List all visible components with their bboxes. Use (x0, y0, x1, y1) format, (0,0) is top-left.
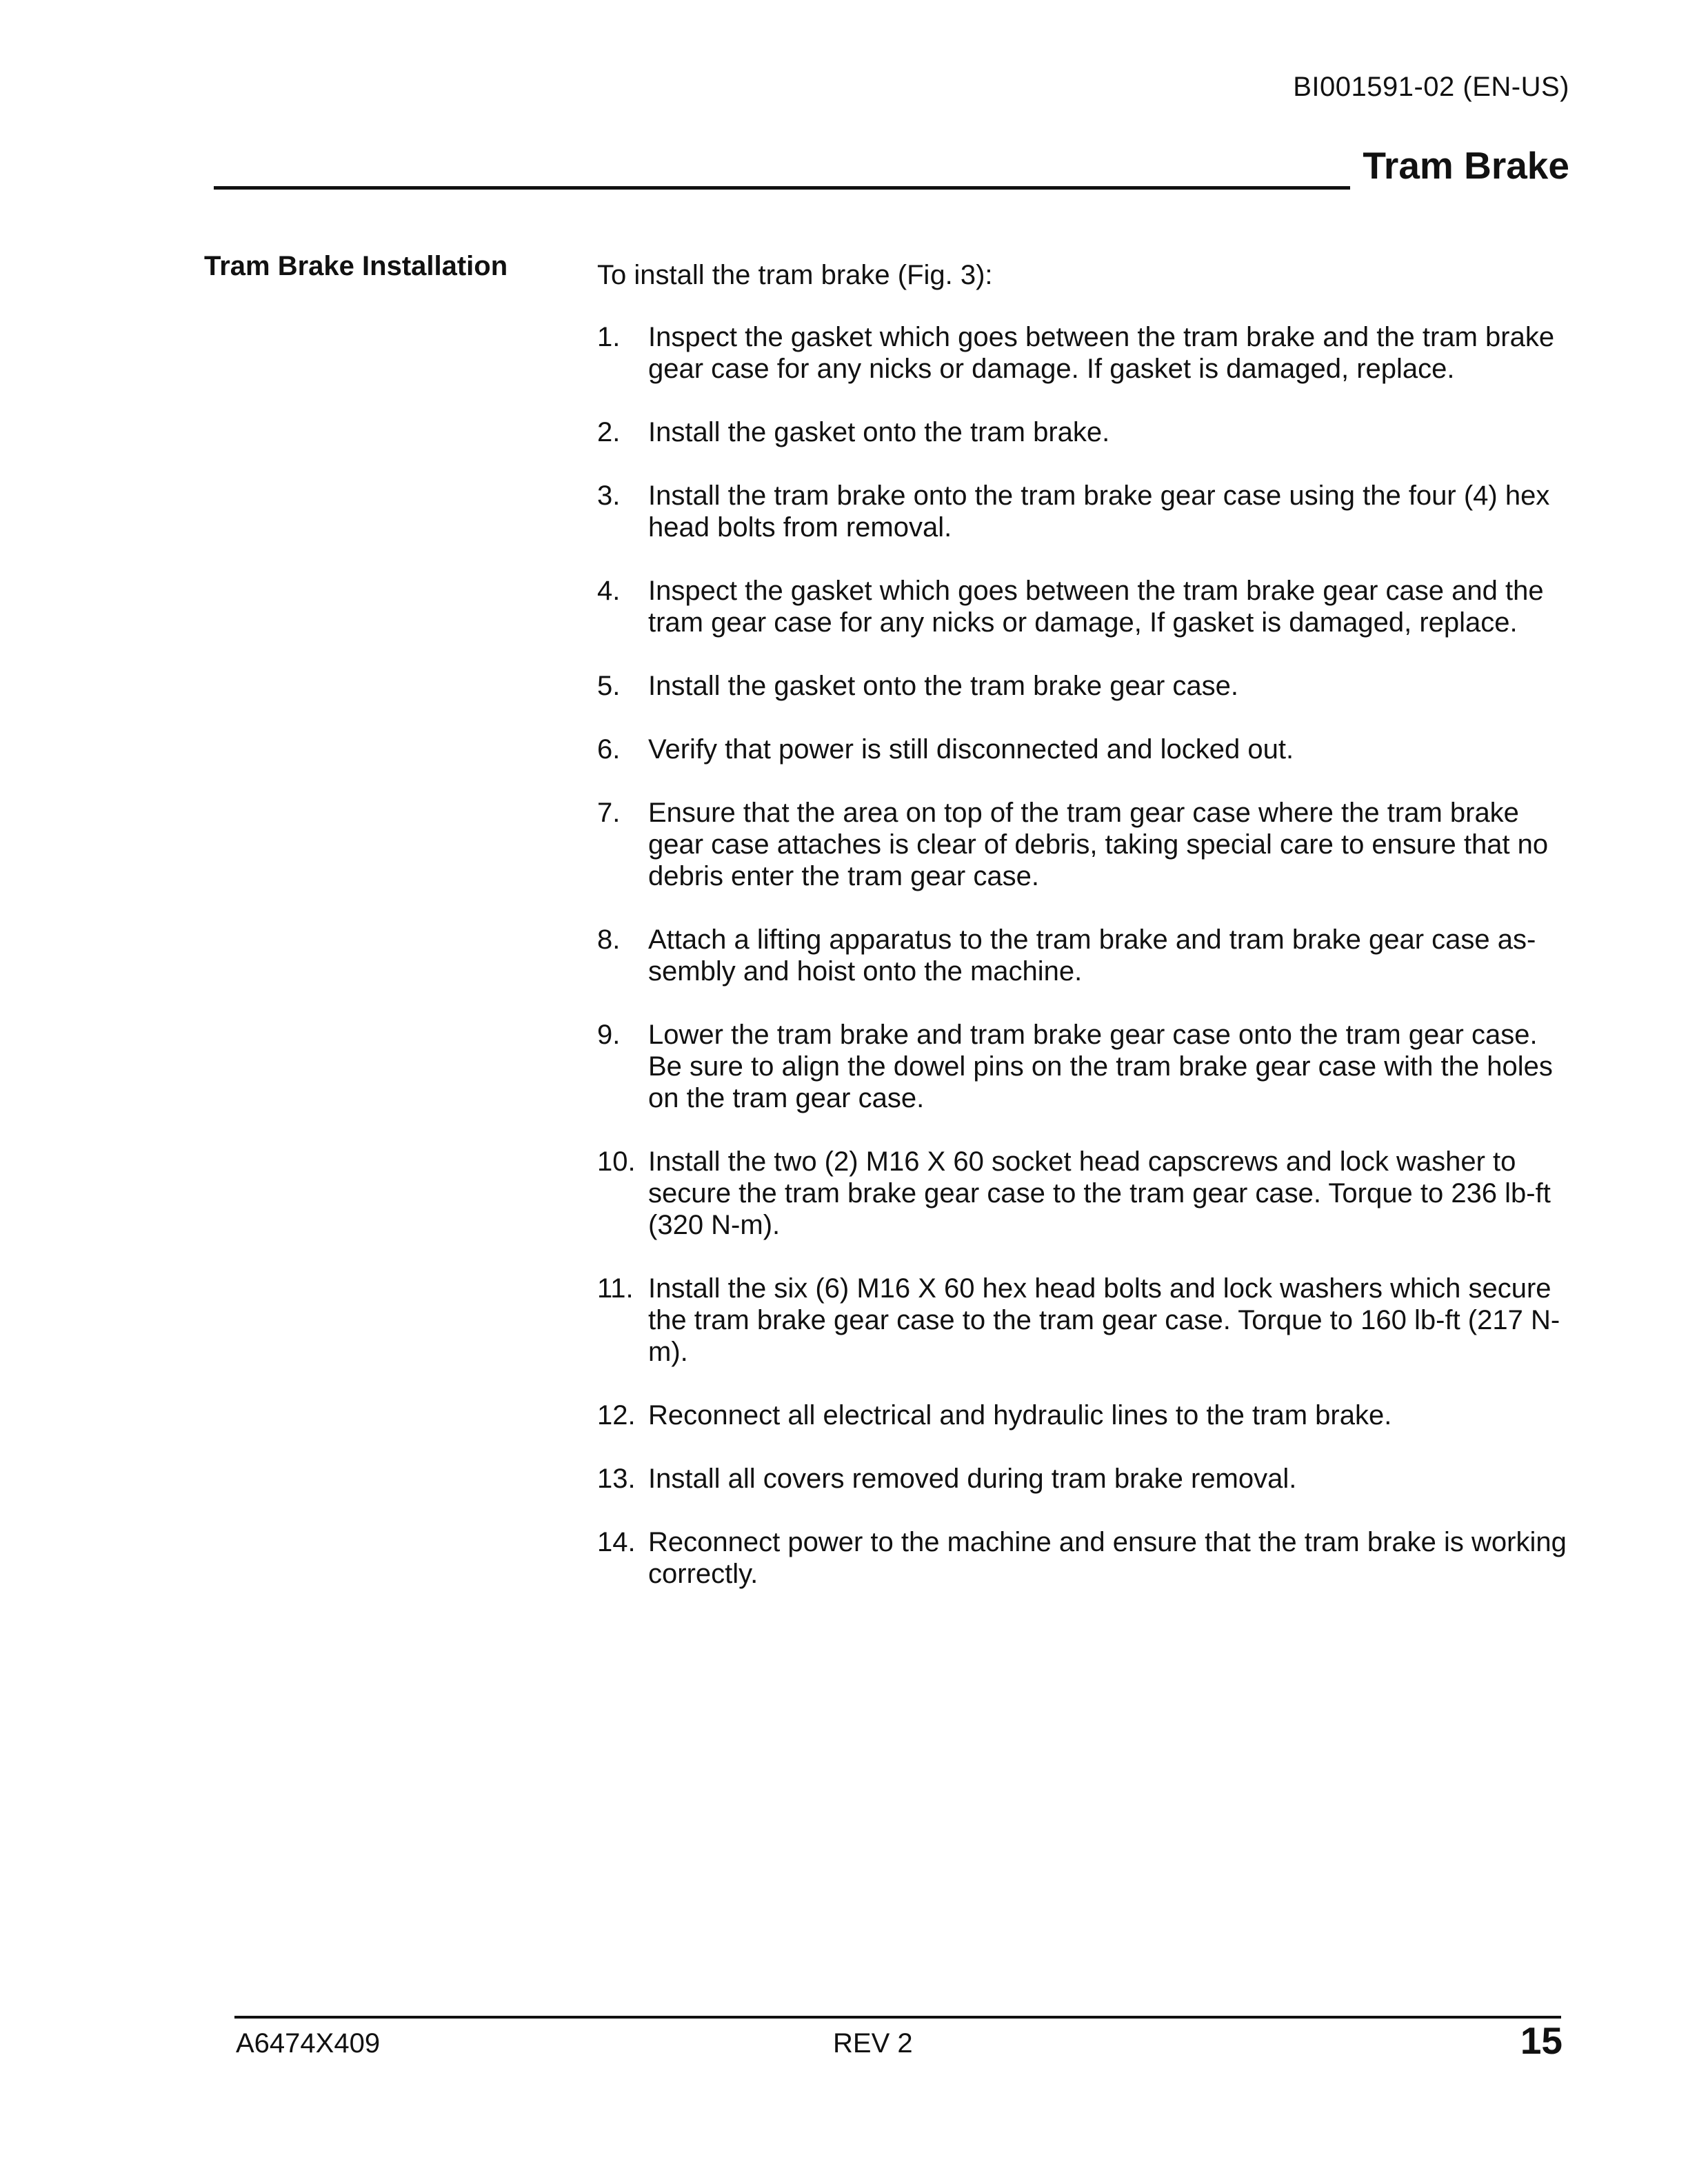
step-number: 6. (597, 734, 621, 765)
procedure-step (597, 575, 1569, 638)
step-text: Install all covers removed during tram brake removal. (648, 1464, 1297, 1494)
document-id: BI001591-02 (EN-US) (1293, 72, 1569, 102)
step-text: Install the two (2) M16 X 60 socket head capscrews and lock washer to secure the tram brake gear case to the tram gear case. Torque to 236 lb-ft (320 N-m). (648, 1146, 1551, 1240)
procedure-steps (597, 321, 1569, 1590)
step-text: Install the gasket onto the tram brake gear case. (648, 671, 1239, 701)
step-number: 8. (597, 924, 621, 955)
step-text: Install the tram brake onto the tram brake gear case using the four (4) hex head bolts from removal. (648, 481, 1550, 543)
step-number: 11. (597, 1273, 634, 1304)
procedure-step (597, 1146, 1569, 1241)
procedure-step (597, 1273, 1569, 1368)
procedure-intro: To install the tram brake (Fig. 3): (597, 260, 993, 290)
step-number: 5. (597, 671, 621, 701)
procedure-step (597, 734, 1569, 765)
procedure-content (597, 259, 1569, 1621)
procedure-step (597, 670, 1569, 702)
step-number: 14. (597, 1527, 636, 1557)
step-number: 9. (597, 1020, 621, 1050)
step-number: 12. (597, 1400, 636, 1430)
procedure-step (597, 321, 1569, 385)
section-title: Tram Brake (1363, 144, 1569, 187)
step-text: Verify that power is still disconnected and locked out. (648, 734, 1294, 765)
procedure-step (597, 480, 1569, 543)
page-number: 15 (1520, 2019, 1563, 2062)
procedure-step (597, 1019, 1569, 1114)
step-text: Reconnect power to the machine and ensure that the tram brake is working correctly. (648, 1527, 1567, 1589)
step-number: 3. (597, 481, 621, 511)
step-text: Ensure that the area on top of the tram gear case where the tram brake gear case attaches is clear of debris, taking special care to ensure that no debris enter the tram gear case. (648, 798, 1549, 891)
step-text: Reconnect all electrical and hydraulic lines to the tram brake. (648, 1400, 1392, 1430)
step-text: Attach a lifting apparatus to the tram brake and tram brake gear case as-sembly and hoist onto the machine. (648, 924, 1536, 987)
step-number: 7. (597, 798, 621, 828)
step-text: Lower the tram brake and tram brake gear case onto the tram gear case. Be sure to align the dowel pins on the tram brake gear case with the holes on the tram gear case. (648, 1020, 1553, 1113)
procedure-step (597, 1526, 1569, 1590)
step-number: 4. (597, 576, 621, 606)
procedure-step (597, 416, 1569, 448)
header-rule (214, 186, 1350, 190)
footer-revision: REV 2 (833, 2028, 913, 2059)
procedure-step (597, 1463, 1569, 1495)
step-number: 2. (597, 417, 621, 447)
procedure-step (597, 1399, 1569, 1431)
side-heading: Tram Brake Installation (204, 251, 508, 281)
step-number: 1. (597, 322, 621, 352)
step-number: 13. (597, 1464, 636, 1494)
step-text: Inspect the gasket which goes between the tram brake and the tram brake gear case for any nicks or damage. If gasket is damaged, replace. (648, 322, 1555, 384)
procedure-step (597, 924, 1569, 987)
footer-doc-number: A6474X409 (236, 2028, 381, 2059)
procedure-step (597, 797, 1569, 892)
step-text: Install the gasket onto the tram brake. (648, 417, 1110, 447)
footer-rule (234, 2016, 1561, 2019)
step-number: 10. (597, 1146, 636, 1177)
step-text: Inspect the gasket which goes between the tram brake gear case and the tram gear case for any nicks or damage, If gasket is damaged, replace. (648, 576, 1544, 638)
step-text: Install the six (6) M16 X 60 hex head bolts and lock washers which secure the tram brake gear case to the tram gear case. Torque to 160 lb-ft (217 N-m). (648, 1273, 1560, 1367)
